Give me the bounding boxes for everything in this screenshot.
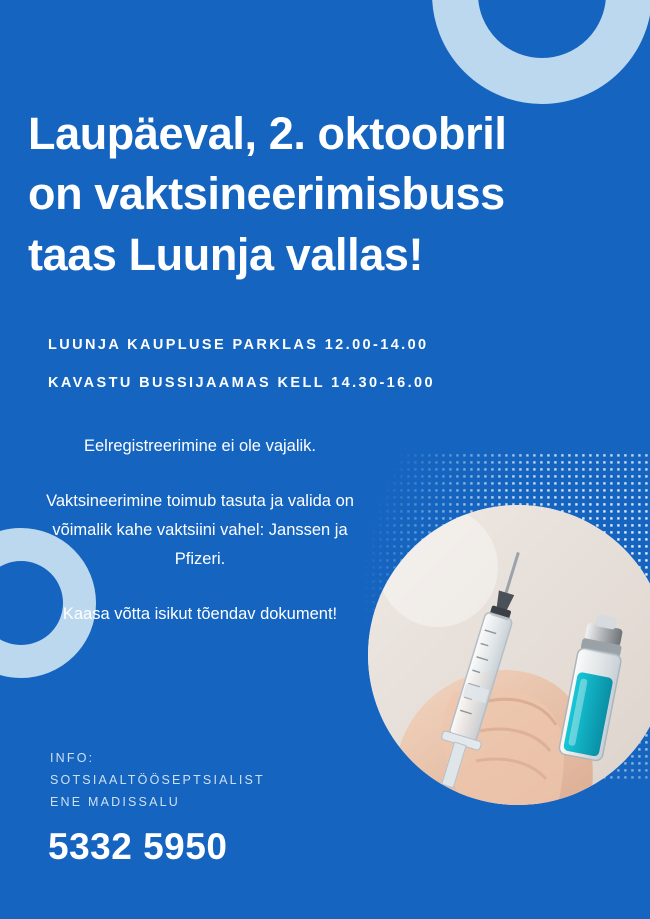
body-copy <box>40 432 360 628</box>
schedule-line-luunja: LUUNJA KAUPLUSE PARKLAS 12.00-14.00 <box>48 337 429 353</box>
body-paragraph-document: Kaasa võtta isikut tõendav dokument! <box>62 604 338 623</box>
headline-line-3: taas Luunja vallas! <box>28 228 424 280</box>
poster-headline <box>28 104 628 285</box>
body-paragraph-vaccines: Vaktsineerimine toimub tasuta ja valida on võimalik kahe vaktsiini vahel: Janssen ja Pfizeri. <box>46 491 354 568</box>
schedule-line-kavastu: KAVASTU BUSSIJAAMAS KELL 14.30-16.00 <box>48 375 435 391</box>
info-role: SOTSIAALTÖÖSEPTSIALIST <box>50 772 265 787</box>
hand-holding-syringe-and-vaccine-vial-image <box>368 505 650 805</box>
body-paragraph-registration: Eelregistreerimine ei ole vajalik. <box>83 437 316 455</box>
headline-line-2: on vaktsineerimisbuss <box>28 168 505 220</box>
schedule-block <box>48 337 608 413</box>
info-name: ENE MADISSALU <box>50 794 181 809</box>
contact-phone-number: 5332 5950 <box>48 826 228 867</box>
decorative-ring-top <box>432 0 650 104</box>
headline-line-1: Laupäeval, 2. oktoobril <box>28 108 507 159</box>
info-label: INFO: <box>50 751 95 765</box>
contact-info-block <box>50 748 370 814</box>
